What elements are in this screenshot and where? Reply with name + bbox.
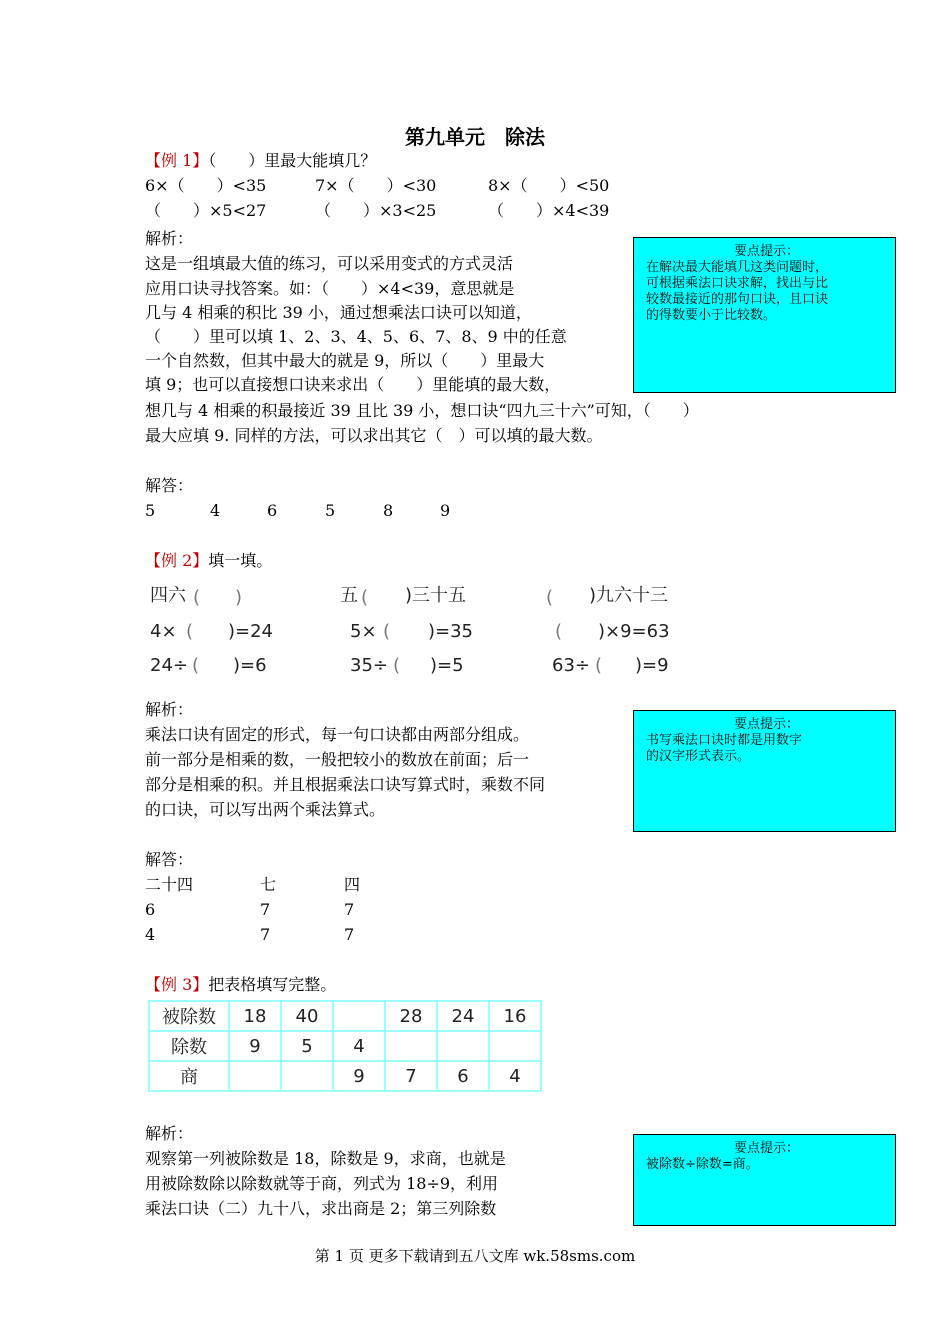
table-cell: 16 [489, 1001, 541, 1031]
analysis-line: 前一部分是相乘的数，一般把较小的数放在前面；后一 [145, 750, 530, 769]
tip-box-2 [633, 710, 896, 832]
paren-open: ( [393, 655, 401, 676]
answer-value: 5 [325, 501, 336, 520]
answer-value: 6 [267, 501, 278, 520]
example-1-item: 6×（ ）<35 [145, 176, 267, 195]
analysis-line: 的口诀，可以写出两个乘法算式。 [145, 800, 386, 819]
example-3-tag: 【例 3】 [145, 975, 209, 994]
example-2-tag: 【例 2】 [145, 551, 209, 570]
table-cell: 28 [385, 1001, 437, 1031]
table-cell: 18 [229, 1001, 281, 1031]
tip-line: 的汉字形式表示。 [646, 749, 751, 764]
analysis-line: 观察第一列被除数是 18，除数是 9，求商，也就是 [145, 1149, 506, 1168]
answer-value: 七 [260, 875, 277, 894]
table-cell: 9 [229, 1031, 281, 1061]
tip-line: 的得数要小于比较数。 [646, 308, 777, 323]
rhyme-text: )九六十三 [589, 585, 669, 606]
table-cell: 6 [437, 1061, 489, 1091]
rhyme-text: 四六 [150, 585, 186, 606]
rhyme-text: )三十五 [405, 585, 467, 606]
answer-value: 9 [440, 501, 451, 520]
tip-box-1 [633, 237, 896, 393]
analysis-line: 最大应填 9. 同样的方法，可以求出其它（ ）可以填的最大数。 [145, 426, 603, 445]
answer-value: 7 [344, 900, 355, 919]
equation-text: )=9 [635, 655, 669, 676]
answer-label: 解答： [145, 476, 194, 495]
analysis-line: 几与 4 相乘的积比 39 小，通过想乘法口诀可以知道， [145, 303, 532, 322]
table-row [149, 1031, 541, 1061]
example-2-question [145, 548, 272, 573]
table-cell: 4 [333, 1031, 385, 1061]
table-cell: 40 [281, 1001, 333, 1031]
table-header-cell: 被除数 [149, 1001, 229, 1031]
example-1-item: （ ）×5<27 [145, 201, 267, 220]
analysis-line: 应用口诀寻找答案。如：（ ）×4<39，意思就是 [145, 279, 515, 298]
analysis-line: 一个自然数，但其中最大的就是 9，所以（ ）里最大 [145, 351, 545, 370]
example-1-tag: 【例 1】 [145, 151, 209, 170]
tip-line: 可根据乘法口诀求解，找出与比 [646, 276, 829, 291]
table-header-cell: 商 [149, 1061, 229, 1091]
equation-text: )=24 [228, 621, 274, 642]
answer-label: 解答： [145, 850, 194, 869]
equation-text: 63÷ [552, 655, 590, 676]
tip-title: 要点提示： [733, 1141, 799, 1156]
table-header-cell: 除数 [149, 1031, 229, 1061]
equation-text: 24÷ [150, 655, 188, 676]
answer-value: 6 [145, 900, 156, 919]
analysis-label: 解析： [145, 229, 194, 248]
example-1-item: 8×（ ）<50 [488, 176, 610, 195]
analysis-line: 填 9；也可以直接想口诀来求出（ ）里能填的最大数， [145, 375, 561, 394]
analysis-line: 想几与 4 相乘的积最接近 39 且比 39 小，想口诀“四九三十六”可知，（ ） [145, 401, 699, 420]
example-1-question-text: （ ）里最大能填几？ [208, 151, 377, 170]
analysis-line: （ ）里可以填 1、2、3、4、5、6、7、8、9 中的任意 [145, 327, 567, 346]
answer-value: 7 [260, 925, 271, 944]
paren-close: ) [235, 587, 243, 608]
table-cell [489, 1031, 541, 1061]
equation-text: )=35 [428, 621, 474, 642]
paren-open: ( [595, 655, 603, 676]
table-cell [437, 1031, 489, 1061]
table-cell [333, 1001, 385, 1031]
answer-value: 二十四 [145, 875, 194, 894]
tip-line: 在解决最大能填几这类问题时， [646, 260, 829, 275]
tip-line: 书写乘法口诀时都是用数字 [646, 733, 803, 748]
answer-value: 4 [145, 925, 156, 944]
table-cell: 9 [333, 1061, 385, 1091]
equation-text: 4× [150, 621, 177, 642]
table-cell [385, 1031, 437, 1061]
example-1-item: （ ）×3<25 [315, 201, 437, 220]
paren-open: ( [555, 621, 563, 642]
analysis-line: 部分是相乘的积。并且根据乘法口诀写算式时，乘数不同 [145, 775, 546, 794]
analysis-line: 乘法口诀（二）九十八，求出商是 2；第三列除数 [145, 1199, 497, 1218]
example-1-question [145, 148, 376, 173]
division-table [148, 1000, 542, 1092]
tip-box-3 [633, 1134, 896, 1226]
paren-open: ( [192, 655, 200, 676]
answer-value: 7 [260, 900, 271, 919]
answer-value: 4 [210, 501, 221, 520]
table-cell: 7 [385, 1061, 437, 1091]
analysis-label: 解析： [145, 700, 194, 719]
answer-value: 8 [383, 501, 394, 520]
analysis-line: 用被除数除以除数就等于商，列式为 18÷9，利用 [145, 1174, 499, 1193]
page-footer: 第 1 页 更多下载请到五八文库 wk.58sms.com [314, 1247, 636, 1265]
paren-open: ( [186, 621, 194, 642]
tip-line: 被除数÷除数=商。 [646, 1157, 759, 1172]
paren-open: ( [546, 587, 554, 608]
equation-text: )×9=63 [598, 621, 670, 642]
table-cell [281, 1061, 333, 1091]
example-3-question [145, 972, 336, 997]
rhyme-text: 五 [340, 585, 358, 606]
paren-open: ( [383, 621, 391, 642]
equation-text: 35÷ [350, 655, 388, 676]
paren-open: ( [193, 587, 201, 608]
table-cell: 24 [437, 1001, 489, 1031]
analysis-line: 乘法口诀有固定的形式，每一句口诀都由两部分组成。 [145, 725, 530, 744]
table-row [149, 1001, 541, 1031]
paren-open: ( [361, 587, 369, 608]
table-cell: 4 [489, 1061, 541, 1091]
analysis-label: 解析： [145, 1124, 194, 1143]
example-1-item: 7×（ ）<30 [315, 176, 437, 195]
example-1-item: （ ）×4<39 [488, 201, 610, 220]
answer-value: 7 [344, 925, 355, 944]
example-2-question-text: 填一填。 [208, 551, 273, 570]
example-3-question-text: 把表格填写完整。 [208, 975, 337, 994]
answer-value: 5 [145, 501, 156, 520]
equation-text: )=6 [233, 655, 267, 676]
table-row [149, 1061, 541, 1091]
analysis-line: 这是一组填最大值的练习，可以采用变式的方式灵活 [145, 254, 514, 273]
tip-title: 要点提示： [733, 717, 799, 732]
table-cell: 5 [281, 1031, 333, 1061]
tip-title: 要点提示： [733, 244, 799, 259]
equation-text: 5× [350, 621, 377, 642]
equation-text: )=5 [430, 655, 464, 676]
tip-line: 较数最接近的那句口诀，且口诀 [646, 292, 829, 307]
page-title: 第九单元 除法 [405, 125, 545, 149]
answer-value: 四 [344, 875, 361, 894]
table-cell [229, 1061, 281, 1091]
